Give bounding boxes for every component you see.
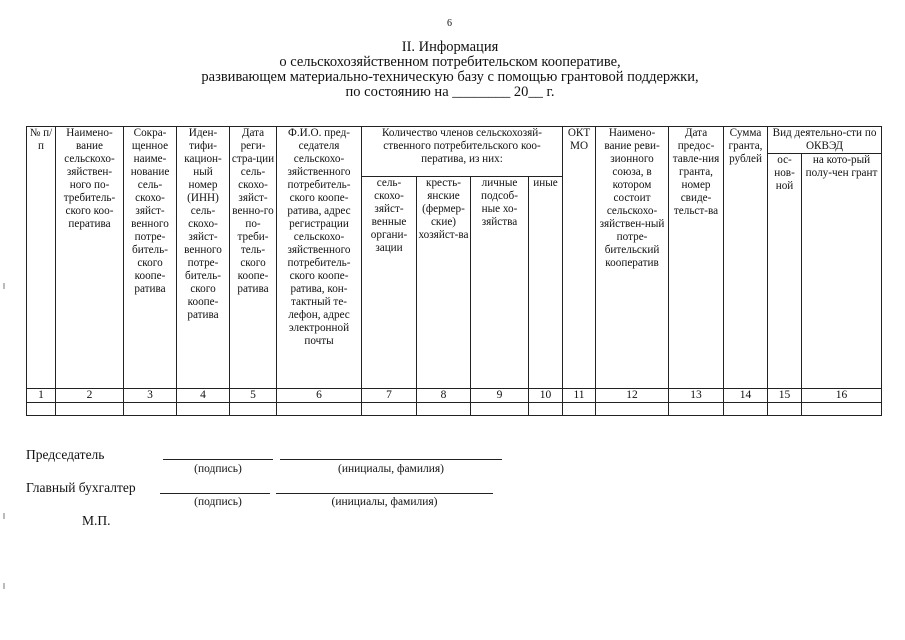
header-col-2: Наимено-вание сельскохо-зяйствен-ного по-требитель-ского коо-ператива — [56, 127, 124, 389]
header-col-12: Наимено-вание реви-зионного союза, в котором состоит сельскохо-зяйствен-ный потре-бительский кооператив — [596, 127, 669, 389]
chairman-signature-line[interactable] — [163, 459, 273, 460]
chairman-name-line[interactable] — [280, 459, 502, 460]
column-number: 5 — [230, 389, 277, 403]
column-number: 3 — [124, 389, 177, 403]
document-title — [150, 40, 750, 100]
header-col-5: Дата реги-стра-ции сель-скохо-зяйст-венно-го по-треби-тель-ского коопе-ратива — [230, 127, 277, 389]
title-line-2: о сельскохозяйственном потребительском кооперативе, — [279, 54, 621, 70]
header-col-6: Ф.И.О. пред-седателя сельскохо-зяйственного потребитель-ского коопе-ратива, адрес регистрации сельскохо-зяйственного потребитель-ского коопе-ратива, кон-тактный те-лефон, адрес электронной почты — [277, 127, 362, 389]
stamp-placeholder: М.П. — [82, 513, 111, 528]
table-cell[interactable] — [724, 403, 768, 416]
column-number: 4 — [177, 389, 230, 403]
accountant-name-line[interactable] — [276, 493, 493, 494]
header-group-members: Количество членов сельскохозяй-ственного потребительского коо-ператива, из них: — [362, 127, 563, 177]
table-cell[interactable] — [669, 403, 724, 416]
empty-data-row — [27, 403, 882, 416]
table-cell[interactable] — [177, 403, 230, 416]
column-number: 6 — [277, 389, 362, 403]
table-cell[interactable] — [802, 403, 882, 416]
column-number: 10 — [529, 389, 563, 403]
cooperative-info-table — [26, 126, 882, 416]
header-col-11: ОКТ МО — [563, 127, 596, 389]
column-numbers-row — [27, 389, 882, 403]
chief-accountant-label: Главный бухгалтер — [26, 480, 136, 495]
header-col-16: на кото-рый полу-чен грант — [802, 154, 882, 389]
header-col-10: иные — [529, 177, 563, 389]
table-cell[interactable] — [563, 403, 596, 416]
header-col-14: Сумма гранта, рублей — [724, 127, 768, 389]
table-cell[interactable] — [27, 403, 56, 416]
scan-mark — [3, 583, 5, 589]
table-cell[interactable] — [529, 403, 563, 416]
column-number: 8 — [417, 389, 471, 403]
column-number: 7 — [362, 389, 417, 403]
column-number: 9 — [471, 389, 529, 403]
title-line-3: развивающем материально-техническую базу с помощью грантовой поддержки, — [201, 69, 699, 85]
accountant-name-caption: (инициалы, фамилия) — [331, 496, 438, 508]
scan-mark — [3, 513, 5, 519]
header-col-1: № п/п — [27, 127, 56, 389]
table-cell[interactable] — [56, 403, 124, 416]
chairman-name-caption: (инициалы, фамилия) — [337, 463, 445, 475]
table-cell[interactable] — [417, 403, 471, 416]
column-number: 12 — [596, 389, 669, 403]
chairman-label: Председатель — [26, 447, 105, 462]
column-number: 2 — [56, 389, 124, 403]
header-col-7: сель-скохо-зяйст-венные органи-зации — [362, 177, 417, 389]
column-number: 15 — [768, 389, 802, 403]
header-col-4: Иден-тифи-кацион-ный номер (ИНН) сель-скохо-зяйст-венного потре-битель-ского коопе-ратива — [177, 127, 230, 389]
accountant-signature-line[interactable] — [160, 493, 270, 494]
title-line-4: по состоянию на ________ 20__ г. — [345, 84, 555, 100]
page-number: 6 — [447, 18, 452, 29]
header-col-9: личные подсоб-ные хо-зяйства — [471, 177, 529, 389]
table-cell[interactable] — [362, 403, 417, 416]
accountant-signature-caption: (подпись) — [194, 496, 242, 508]
title-line-1: II. Информация — [401, 39, 499, 55]
table-cell[interactable] — [277, 403, 362, 416]
column-number: 13 — [669, 389, 724, 403]
column-number: 14 — [724, 389, 768, 403]
table-cell[interactable] — [768, 403, 802, 416]
chairman-signature-caption: (подпись) — [194, 463, 242, 475]
table-cell[interactable] — [230, 403, 277, 416]
table-cell[interactable] — [471, 403, 529, 416]
header-col-3: Сокра-щенное наиме-нование сель-скохо-зяйст-венного потре-битель-ского коопе-ратива — [124, 127, 177, 389]
header-group-okved: Вид деятельно-сти по ОКВЭД — [768, 127, 882, 154]
column-number: 1 — [27, 389, 56, 403]
column-number: 16 — [802, 389, 882, 403]
column-number: 11 — [563, 389, 596, 403]
header-col-13: Дата предос-тавле-ния гранта, номер свиде-тельст-ва — [669, 127, 724, 389]
table-cell[interactable] — [596, 403, 669, 416]
table-cell[interactable] — [124, 403, 177, 416]
header-col-8: кресть-янские (фермер-ские) хозяйст-ва — [417, 177, 471, 389]
scan-mark — [3, 283, 5, 289]
header-col-15: ос-нов-ной — [768, 154, 802, 389]
